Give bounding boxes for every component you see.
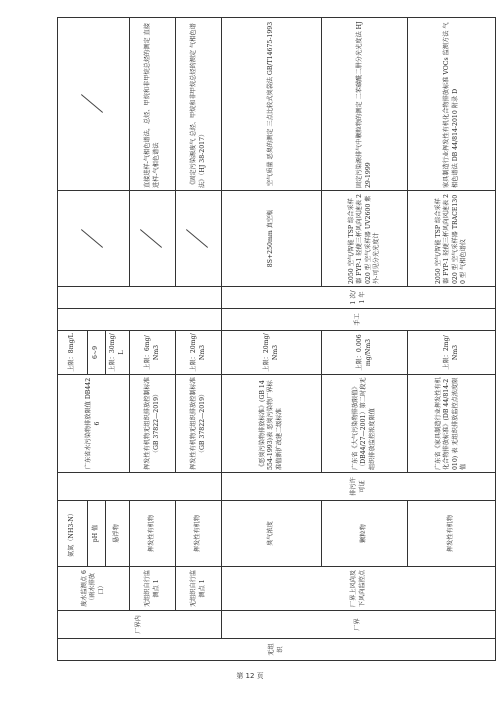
category-cell: 无组织: [58, 639, 496, 661]
equipment-cell: 2050 空气/智能 TSP 综合采样器 FYP-1 轻便三杯风向风速表 2020 型 空气采样器 TRACE1300 型 气相色谱仪: [408, 191, 496, 287]
limit-cell: 6~9: [88, 331, 106, 375]
pollutant-cell: 悬浮物: [106, 501, 130, 567]
frequency-cell: [58, 287, 222, 309]
pollutant-cell: 氨氮（NH3-N）: [58, 501, 88, 567]
equipment-cell: [58, 191, 130, 287]
limit-cell: 上限：20mg/Nm3: [222, 331, 322, 375]
table-row: [322, 18, 408, 661]
analysis-cell: 家具制造行业挥发性有机化合物排放标准 VOCs 监测方法 气相色谱法 DB 44/814-2010 附录 D: [408, 18, 496, 191]
method-cell: 手工: [222, 309, 496, 331]
pollutant-cell: 挥发性有机物: [130, 501, 176, 567]
limit-cell: 上限：8mg/L: [58, 331, 88, 375]
limit-cell: 上限：6mg/Nm3: [130, 331, 176, 375]
slash-mark: [81, 95, 103, 114]
standard-cell: 广东省《家具制造行业挥发性有机化合物排放标准》(DB 44/814-2010) 表 无组织排放监控点浓度限值: [408, 375, 496, 473]
analysis-cell: 固定污染源排气中颗粒物的测定 二苯碳酰二肼分光光度法 HJ 29-1999: [322, 18, 408, 191]
analysis-cell: 空气质量 恶臭的测定 三点比较式臭袋法 GB/T14675-1993: [222, 18, 322, 191]
limit-cell: 上限：30mg/L: [106, 331, 130, 375]
point-cell: 厂界上风向及下风向监控点: [222, 567, 496, 611]
area-cell: 厂界: [222, 611, 496, 639]
monitoring-table-rotated: [57, 18, 495, 661]
equipment-cell: 2050 空气/智能 TSP 综合采样器 FYP-1 轻便三杯风向风速表 2020 型 空气采样器 UV2600 紫外-可见分光光度计: [322, 191, 408, 287]
pollutant-cell: pH 值: [88, 501, 106, 567]
standard-cell: 广东省水污染物排放限值 DB4426: [58, 375, 130, 473]
table-row: [130, 18, 176, 661]
monitoring-table: [57, 17, 496, 661]
limit-cell: 上限：20mg/Nm3: [176, 331, 222, 375]
table-row: [222, 18, 322, 661]
permit-cell: 排污许可证: [222, 473, 496, 501]
pollutant-cell: 挥发性有机物: [408, 501, 496, 567]
limit-cell: 上限：0.006mg/Nm3: [322, 331, 408, 375]
limit-cell: 上限：2mg/Nm3: [408, 331, 496, 375]
equipment-cell: [130, 191, 176, 287]
pollutant-cell: 臭气浓度: [222, 501, 322, 567]
frequency-cell: 1 次/1 年: [222, 287, 496, 309]
table-row: [408, 18, 496, 661]
analysis-cell: 直接进样-气相色谱法，总烃、甲烷和非甲烷总烃的测定 直接进样-气相色谱法: [130, 18, 176, 191]
analysis-cell: [58, 18, 130, 191]
standard-cell: 挥发性有机物无组织排放控制标准（GB 37822—2019）: [130, 375, 176, 473]
standard-cell: 挥发性有机物无组织排放控制标准（GB 37822—2019）: [176, 375, 222, 473]
point-cell: 无组织自行监测点 1: [176, 567, 222, 611]
standard-cell: 《恶臭污染物排放标准》(GB 14554-1993)表 恶臭污染物厂界标准值新扩改建二级标准: [222, 375, 322, 473]
slash-mark: [81, 229, 103, 248]
page-number: 第 12 页: [236, 672, 264, 680]
point-cell: 无组织自行监测点 1: [130, 567, 176, 611]
equipment-cell: 8S+250mm 真空瓶: [222, 191, 322, 287]
area-cell: 厂界内: [58, 611, 222, 639]
slash-mark: [186, 229, 208, 248]
analysis-cell: 《固定污染源废气 总烃、甲烷和非甲烷总烃的测定 气相色谱法》（HJ 38-2017）: [176, 18, 222, 191]
standard-cell: 广东省《大气污染物排放限值》（DB44/27—2001）第二时段无组织排放监控浓度限值: [322, 375, 408, 473]
point-cell: 废水监测点 6（雨水排放口）: [58, 567, 130, 611]
method-cell: [58, 309, 222, 331]
pollutant-cell: 颗粒物: [322, 501, 408, 567]
permit-cell: [58, 473, 222, 501]
equipment-cell: [176, 191, 222, 287]
pollutant-cell: 挥发性有机物: [176, 501, 222, 567]
table-row: [176, 18, 222, 661]
table-row: [58, 18, 88, 661]
slash-mark: [140, 229, 162, 248]
